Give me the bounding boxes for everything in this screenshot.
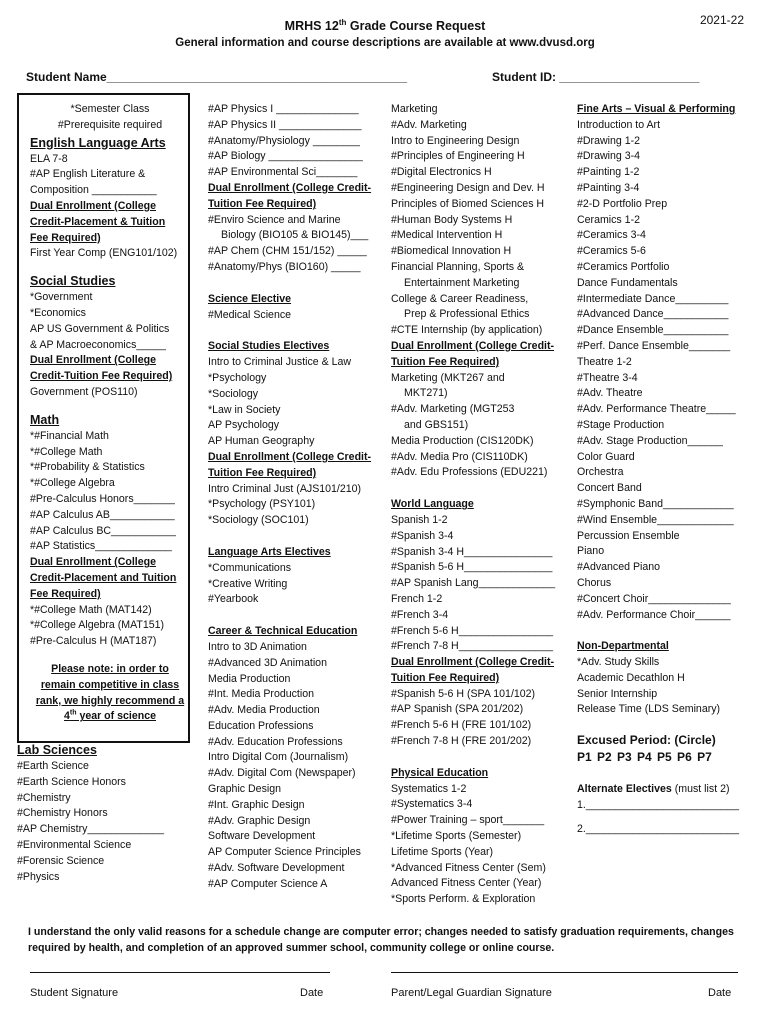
course-item[interactable]: *Adv. Study Skills: [577, 656, 660, 669]
course-item[interactable]: ELA 7-8: [30, 152, 68, 165]
spacer: [208, 276, 388, 292]
page-subtitle: General information and course descriptions are available at www.dvusd.org: [175, 37, 595, 49]
parent-date-label: Date: [708, 987, 732, 999]
course-item[interactable]: Dance Fundamentals: [577, 276, 678, 289]
student-signature-label: Student Signature: [30, 987, 119, 999]
course-item[interactable]: Theatre 1-2: [577, 355, 632, 368]
course-item[interactable]: #Yearbook: [208, 593, 259, 606]
course-item[interactable]: Chorus: [577, 576, 612, 589]
legend-line: *Semester Class: [70, 103, 150, 115]
course-item[interactable]: *#College Math: [30, 445, 103, 458]
acknowledgement-statement: I understand the only valid reasons for a schedule change are computer error; changes needed to satisfy graduation requirements, changes required by health, and completion of an approved summer school, community college or online course.: [28, 926, 734, 954]
lab-sciences-section: [17, 741, 190, 885]
dual-enrollment-heading: Fee Required): [30, 587, 101, 600]
course-item[interactable]: #Painting 3-4: [577, 181, 640, 194]
course-item[interactable]: #Adv. Performance Choir______: [577, 608, 731, 621]
course-item[interactable]: #Advanced 3D Animation: [208, 656, 327, 669]
spacer: [577, 623, 757, 639]
course-item[interactable]: *Psychology: [208, 371, 267, 384]
course-item[interactable]: Piano: [577, 545, 605, 558]
course-item[interactable]: Composition ___________: [30, 184, 157, 197]
course-item[interactable]: Senior Internship: [577, 687, 658, 700]
course-item[interactable]: #Int. Media Production: [208, 688, 314, 701]
dual-enrollment-heading: Credit-Placement and Tuition: [30, 571, 177, 584]
dual-enrollment-heading: Dual Enrollment (College Credit-: [391, 656, 555, 669]
dual-enrollment-heading: Fee Required): [30, 231, 101, 244]
course-item[interactable]: Lifetime Sports (Year): [391, 845, 494, 858]
section-title-world-language: World Language: [391, 498, 474, 511]
student-name-field[interactable]: Student Name_____________________________________________: [26, 70, 407, 84]
course-item[interactable]: Concert Band: [577, 482, 642, 495]
section-title-math: Math: [30, 412, 60, 427]
course-item[interactable]: Intro Digital Com (Journalism): [208, 751, 349, 764]
course-item[interactable]: Biology (BIO105 & BIO145)___: [221, 229, 369, 242]
course-item[interactable]: #Adv. Edu Professions (EDU221): [391, 466, 548, 479]
excused-period-options[interactable]: P1 P2 P3 P4 P5 P6 P7: [577, 750, 712, 765]
course-item[interactable]: #Medical Intervention H: [391, 229, 503, 242]
section-title-non-departmental: Non-Departmental: [577, 640, 669, 653]
course-item[interactable]: #Stage Production: [577, 418, 665, 431]
dual-enrollment-heading: Dual Enrollment (College: [30, 354, 156, 367]
course-item[interactable]: #AP Chem (CHM 151/152) _____: [208, 245, 367, 258]
science-note-part: year of science: [76, 710, 156, 723]
course-item[interactable]: Release Time (LDS Seminary): [577, 703, 721, 716]
course-item[interactable]: #AP Chemistry_____________: [17, 823, 165, 836]
course-item[interactable]: #Advanced Dance___________: [577, 308, 729, 321]
science-note-part: th: [69, 709, 77, 717]
course-item[interactable]: AP Psychology: [208, 419, 280, 432]
course-item[interactable]: #Perf. Dance Ensemble_______: [577, 339, 731, 352]
course-item[interactable]: #2-D Portfolio Prep: [577, 197, 668, 210]
course-item[interactable]: #Anatomy/Physiology ________: [208, 134, 360, 147]
dual-enrollment-heading: Tuition Fee Required): [391, 355, 500, 368]
spacer: [391, 750, 571, 766]
course-item[interactable]: #Adv. Marketing: [391, 118, 467, 131]
course-item[interactable]: Academic Decathlon H: [577, 671, 685, 684]
school-year: 2021-22: [699, 13, 744, 27]
science-note-part: 4: [63, 710, 70, 723]
course-item[interactable]: #Ceramics 5-6: [577, 245, 646, 258]
course-item[interactable]: #Int. Graphic Design: [208, 798, 305, 811]
course-item[interactable]: #Spanish 3-4: [391, 529, 454, 542]
course-item[interactable]: MKT271): [404, 387, 448, 400]
course-item[interactable]: #AP Spanish (SPA 201/202): [391, 703, 524, 716]
spacer: [577, 718, 757, 732]
course-item[interactable]: *#College Math (MAT142): [30, 603, 152, 616]
section-title-lab-sciences: Lab Sciences: [17, 743, 97, 758]
course-item[interactable]: *Law in Society: [208, 403, 281, 416]
alternate-elective-2-field[interactable]: 2.__________________________: [577, 822, 740, 835]
course-item[interactable]: *Government: [30, 291, 93, 304]
spacer: [577, 766, 757, 782]
course-item[interactable]: #Principles of Engineering H: [391, 150, 525, 163]
course-item[interactable]: #AP Calculus BC___________: [30, 524, 176, 537]
course-item[interactable]: #Anatomy/Phys (BIO160) _____: [208, 260, 361, 273]
course-item[interactable]: Intro to Criminal Justice & Law: [208, 356, 352, 369]
course-item[interactable]: #Spanish 5-6 H_______________: [391, 561, 553, 574]
course-item[interactable]: #Pre-Calculus Honors_______: [30, 492, 175, 505]
course-item[interactable]: #Adv. Stage Production______: [577, 434, 723, 447]
course-item[interactable]: *#College Algebra (MAT151): [30, 619, 165, 632]
column-fine-arts: [577, 102, 757, 838]
course-item[interactable]: #Adv. Marketing (MGT253: [391, 403, 515, 416]
course-item[interactable]: #French 3-4: [391, 608, 449, 621]
course-item[interactable]: #Pre-Calculus H (MAT187): [30, 635, 157, 648]
course-item[interactable]: Prep & Professional Ethics: [404, 308, 530, 321]
course-item[interactable]: #Drawing 1-2: [577, 134, 641, 147]
course-item[interactable]: AP Human Geography: [208, 435, 315, 448]
spacer: [30, 725, 190, 741]
spacer: [30, 401, 190, 411]
course-item[interactable]: Entertainment Marketing: [404, 276, 520, 289]
course-item[interactable]: #AP Biology ________________: [208, 150, 363, 163]
course-item[interactable]: #AP Environmental Sci_______: [208, 166, 358, 179]
course-item[interactable]: #AP Physics II ______________: [208, 118, 362, 131]
section-title-fine-arts: Fine Arts – Visual & Performing: [577, 103, 736, 115]
section-title-social-studies: Social Studies: [30, 274, 116, 289]
spacer: [208, 323, 388, 339]
course-item[interactable]: #Adv. Graphic Design: [208, 814, 311, 827]
course-item[interactable]: #Spanish 5-6 H (SPA 101/102): [391, 687, 536, 700]
course-item[interactable]: #Medical Science: [208, 308, 292, 321]
course-item[interactable]: #AP Calculus AB___________: [30, 508, 175, 521]
course-item[interactable]: Financial Planning, Sports &: [391, 260, 525, 273]
spacer: [30, 650, 190, 662]
science-note: Please note: in order to: [51, 662, 169, 675]
dual-enrollment-heading: Tuition Fee Required): [208, 466, 317, 479]
course-item[interactable]: #Concert Choir______________: [577, 592, 731, 605]
dual-enrollment-heading: Tuition Fee Required): [391, 671, 500, 684]
course-item[interactable]: #French 5-6 H (FRE 101/102): [391, 719, 532, 732]
column-core-courses: [17, 102, 190, 885]
course-item[interactable]: *#Financial Math: [30, 429, 109, 442]
course-item[interactable]: #Physics: [17, 870, 60, 883]
course-item[interactable]: #Symphonic Band____________: [577, 497, 734, 510]
section-title-english: English Language Arts: [30, 135, 166, 150]
parent-signature-label: Parent/Legal Guardian Signature: [391, 987, 552, 999]
page-title: MRHS 12th Grade Course Request: [284, 17, 486, 33]
course-item[interactable]: Graphic Design: [208, 783, 282, 796]
course-item[interactable]: AP Computer Science Principles: [208, 846, 361, 859]
science-note: rank, we highly recommend a: [35, 694, 185, 707]
course-item[interactable]: Ceramics 1-2: [577, 213, 640, 226]
course-item[interactable]: #Power Training – sport_______: [391, 814, 545, 827]
course-item[interactable]: #AP Computer Science A: [208, 877, 328, 890]
course-item[interactable]: *Sociology: [208, 387, 259, 400]
course-item[interactable]: #Adv. Media Pro (CIS110DK): [391, 450, 528, 463]
course-item[interactable]: #Earth Science: [17, 760, 89, 773]
legend-line: #Prerequisite required: [57, 118, 163, 131]
section-title-career-technical: Career & Technical Education: [208, 625, 358, 638]
course-item[interactable]: Color Guard: [577, 450, 635, 463]
course-item[interactable]: Advanced Fitness Center (Year): [391, 877, 542, 890]
course-item[interactable]: Government (POS110): [30, 385, 138, 398]
dual-enrollment-heading: Dual Enrollment (College Credit-: [208, 181, 372, 194]
course-item[interactable]: Introduction to Art: [577, 118, 661, 131]
course-item[interactable]: College & Career Readiness,: [391, 292, 529, 305]
course-item[interactable]: AP US Government & Politics: [30, 322, 170, 335]
course-item[interactable]: *#College Algebra: [30, 477, 115, 490]
course-item[interactable]: #Wind Ensemble_____________: [577, 513, 734, 526]
student-signature-line[interactable]: [30, 972, 330, 973]
course-item[interactable]: Software Development: [208, 830, 316, 843]
course-item[interactable]: Spanish 1-2: [391, 513, 448, 526]
section-title-language-arts-electives: Language Arts Electives: [208, 545, 331, 558]
course-item[interactable]: #French 5-6 H________________: [391, 624, 553, 637]
course-item[interactable]: #Earth Science Honors: [17, 775, 126, 788]
course-item[interactable]: #Adv. Media Production: [208, 704, 320, 717]
course-item[interactable]: *Sports Perform. & Exploration: [391, 893, 536, 906]
course-item[interactable]: Education Professions: [208, 719, 314, 732]
course-item[interactable]: Principles of Biomed Sciences H: [391, 197, 545, 210]
course-item[interactable]: #AP Spanish Lang_____________: [391, 577, 556, 590]
course-item[interactable]: *Lifetime Sports (Semester): [391, 830, 522, 843]
course-item[interactable]: French 1-2: [391, 592, 443, 605]
course-item[interactable]: #Painting 1-2: [577, 166, 640, 179]
course-item[interactable]: *Advanced Fitness Center (Sem): [391, 861, 546, 874]
course-item[interactable]: #Adv. Software Development: [208, 862, 345, 875]
spacer: [208, 608, 388, 624]
alternate-electives-label: Alternate Electives: [577, 783, 672, 796]
course-item[interactable]: #French 7-8 H________________: [391, 640, 553, 653]
course-item[interactable]: Percussion Ensemble: [577, 529, 680, 542]
course-item[interactable]: #Intermediate Dance_________: [577, 292, 729, 305]
course-item[interactable]: Marketing (MKT267 and: [391, 371, 505, 384]
course-item[interactable]: Media Production (CIS120DK): [391, 434, 534, 447]
course-item[interactable]: *Economics: [30, 306, 86, 319]
course-item[interactable]: #Environmental Science: [17, 839, 132, 852]
course-item[interactable]: #French 7-8 H (FRE 201/202): [391, 735, 532, 748]
course-item[interactable]: #Ceramics 3-4: [577, 229, 646, 242]
course-item[interactable]: #Chemistry Honors: [17, 807, 108, 820]
student-id-field[interactable]: Student ID: _____________________: [492, 70, 700, 84]
course-item[interactable]: #Ceramics Portfolio: [577, 260, 670, 273]
alternate-electives-note: (must list 2): [671, 783, 730, 796]
section-title-social-electives: Social Studies Electives: [208, 340, 330, 353]
dual-enrollment-heading: Dual Enrollment (College: [30, 556, 156, 569]
course-item[interactable]: *#Probability & Statistics: [30, 461, 145, 474]
dual-enrollment-heading: Dual Enrollment (College Credit-: [208, 450, 372, 463]
alternate-elective-1-field[interactable]: 1.__________________________: [577, 799, 740, 812]
course-item[interactable]: *Creative Writing: [208, 577, 288, 590]
course-item[interactable]: #Engineering Design and Dev. H: [391, 181, 545, 194]
course-item[interactable]: #Adv. Theatre: [577, 387, 643, 400]
course-item[interactable]: #Adv. Performance Theatre_____: [577, 403, 736, 416]
dual-enrollment-heading: Dual Enrollment (College: [30, 199, 156, 212]
spacer: [391, 481, 571, 497]
course-item[interactable]: Systematics 1-2: [391, 782, 467, 795]
course-item[interactable]: #Enviro Science and Marine: [208, 213, 341, 226]
course-item[interactable]: Intro Criminal Just (AJS101/210): [208, 482, 362, 495]
course-item[interactable]: *Communications: [208, 561, 292, 574]
course-item[interactable]: #AP English Literature &: [30, 168, 146, 181]
course-item[interactable]: #Biomedical Innovation H: [391, 245, 512, 258]
column-cte-language-pe: [391, 102, 571, 908]
dual-enrollment-heading: Credit-Placement & Tuition: [30, 215, 166, 228]
course-item[interactable]: Intro to Engineering Design: [391, 134, 520, 147]
alternate-electives-title: [577, 782, 757, 798]
dual-enrollment-heading: Dual Enrollment (College Credit-: [391, 339, 555, 352]
course-item[interactable]: #Spanish 3-4 H_______________: [391, 545, 553, 558]
dual-enrollment-heading: Credit-Tuition Fee Required): [30, 370, 173, 383]
parent-signature-line[interactable]: [391, 972, 738, 973]
course-item[interactable]: #Chemistry: [17, 791, 71, 804]
course-item[interactable]: Intro to 3D Animation: [208, 640, 307, 653]
course-item[interactable]: #Forensic Science: [17, 854, 105, 867]
excused-period-title: Excused Period: (Circle): [577, 733, 716, 748]
spacer: [577, 814, 757, 822]
course-item[interactable]: #Digital Electronics H: [391, 166, 492, 179]
course-item[interactable]: First Year Comp (ENG101/102): [30, 247, 178, 260]
science-note: remain competitive in class: [40, 678, 180, 691]
course-item[interactable]: & AP Macroeconomics_____: [30, 338, 166, 351]
course-item[interactable]: #AP Statistics_____________: [30, 540, 172, 553]
dual-enrollment-heading: Tuition Fee Required): [208, 197, 317, 210]
course-item[interactable]: #Advanced Piano: [577, 561, 661, 574]
course-item[interactable]: #Human Body Systems H: [391, 213, 513, 226]
student-date-label: Date: [300, 987, 324, 999]
course-item[interactable]: #Dance Ensemble___________: [577, 324, 729, 337]
course-item[interactable]: #Adv. Education Professions: [208, 735, 343, 748]
course-item[interactable]: #CTE Internship (by application): [391, 324, 543, 337]
column-science-electives: [208, 102, 388, 893]
course-item[interactable]: *Psychology (PSY101): [208, 498, 316, 511]
science-note: [30, 709, 190, 725]
course-item[interactable]: #Theatre 3-4: [577, 371, 638, 384]
spacer: [208, 529, 388, 545]
course-item[interactable]: and GBS151): [404, 418, 469, 431]
course-item[interactable]: #Systematics 3-4: [391, 798, 473, 811]
spacer: [30, 262, 190, 272]
course-item[interactable]: #Adv. Digital Com (Newspaper): [208, 767, 356, 780]
course-item[interactable]: *Sociology (SOC101): [208, 514, 309, 527]
course-item[interactable]: Marketing: [391, 103, 438, 115]
course-item[interactable]: Orchestra: [577, 466, 624, 479]
section-title-physical-education: Physical Education: [391, 766, 489, 779]
course-item[interactable]: #Drawing 3-4: [577, 150, 641, 163]
section-title-science-elective: Science Elective: [208, 292, 292, 305]
course-item[interactable]: #AP Physics I ______________: [208, 103, 359, 115]
course-item[interactable]: Media Production: [208, 672, 291, 685]
